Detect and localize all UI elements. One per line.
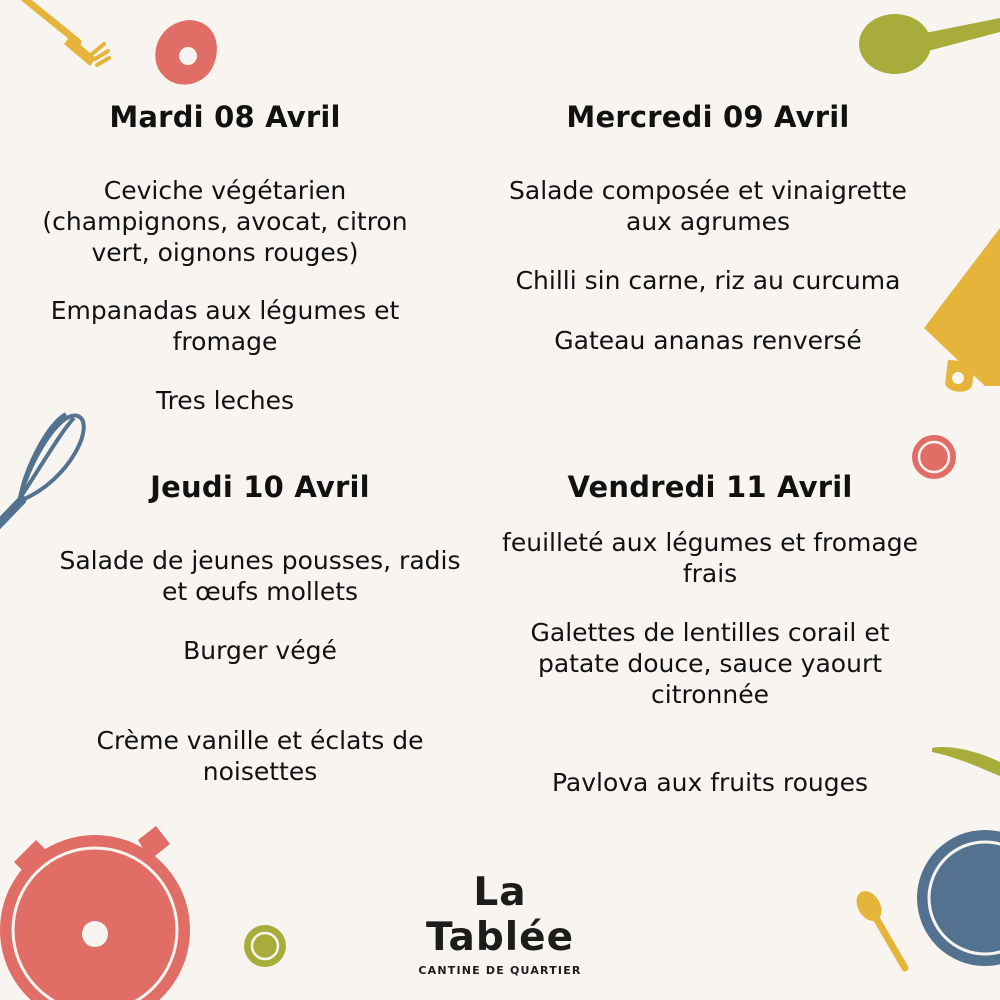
dish-main: Galettes de lentilles corail et patate douce, sauce yaourt citronnée — [530, 618, 890, 709]
day-card-friday — [490, 470, 930, 800]
brand-tagline: CANTINE DE QUARTIER — [418, 964, 582, 977]
dish-starter: Salade de jeunes pousses, radis et œufs mollets — [59, 546, 461, 606]
day-title: Jeudi 10 Avril — [150, 470, 370, 504]
pot-icon — [0, 826, 190, 1000]
cutting-board-icon — [924, 228, 1000, 392]
day-title: Mercredi 09 Avril — [566, 100, 850, 134]
spoon-icon — [851, 887, 905, 968]
day-title: Mardi 08 Avril — [109, 100, 341, 134]
spatula-icon — [932, 747, 1000, 776]
fork-icon — [20, 0, 109, 66]
dish-dessert: Pavlova aux fruits rouges — [551, 768, 869, 797]
day-card-thursday — [40, 470, 480, 790]
day-title: Vendredi 11 Avril — [567, 470, 853, 504]
dish-dessert: Crème vanille et éclats de noisettes — [96, 726, 424, 786]
dish-dessert: Gateau ananas renversé — [554, 326, 862, 355]
dish-main: Burger végé — [183, 636, 337, 665]
day-card-wednesday — [488, 100, 928, 380]
ladle-icon — [859, 14, 1000, 74]
dish-main: Chilli sin carne, riz au curcuma — [515, 266, 901, 295]
dish-starter: Salade composée et vinaigrette aux agrumes — [509, 176, 907, 236]
dish-starter: Ceviche végétarien (champignons, avocat, citron vert, oignons rouges) — [42, 176, 408, 267]
dish-main: Empanadas aux légumes et fromage — [50, 296, 400, 356]
day-card-tuesday — [5, 100, 445, 430]
plate-icon — [244, 925, 286, 967]
brand-name: La Tablée — [425, 870, 575, 960]
dish-dessert: Tres leches — [155, 386, 294, 415]
dish-starter: feuilleté aux légumes et fromage frais — [502, 528, 918, 588]
brand-logo — [400, 870, 600, 977]
plate-icon — [917, 830, 1000, 966]
pan-icon — [155, 20, 217, 85]
